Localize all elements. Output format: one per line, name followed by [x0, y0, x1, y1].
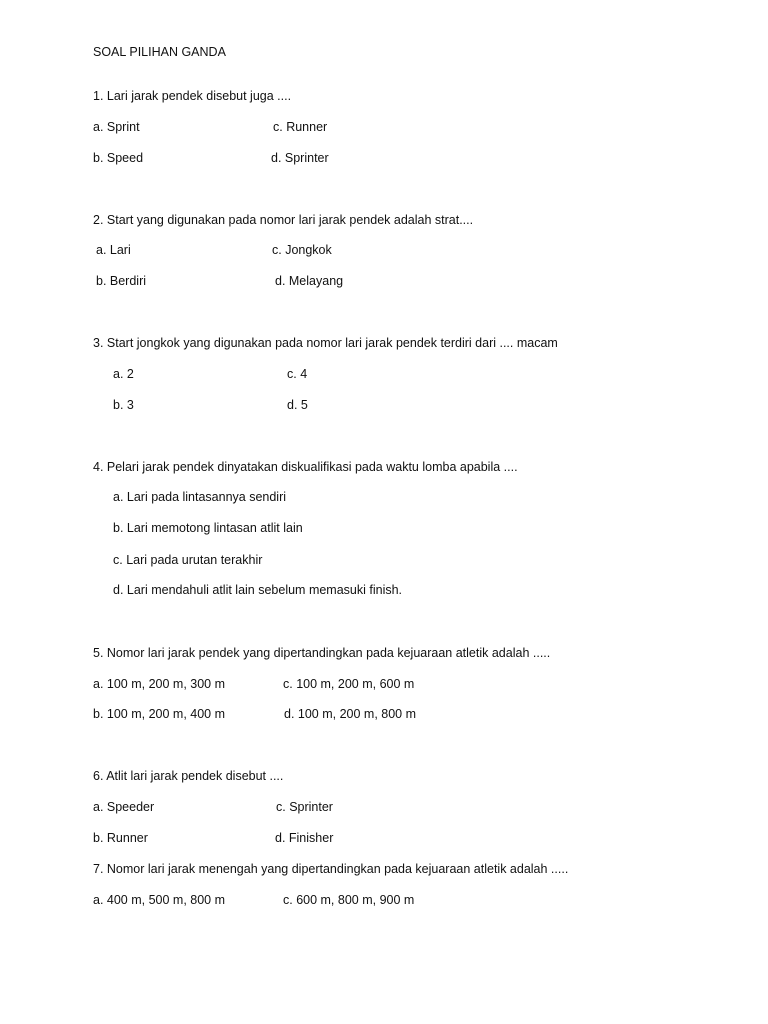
question-1: 1. Lari jarak pendek disebut juga .... — [93, 89, 292, 103]
q4-option-d: d. Lari mendahuli atlit lain sebelum memasuki finish. — [113, 583, 403, 597]
q6-option-b: b. Runner — [93, 831, 148, 845]
q4-option-b: b. Lari memotong lintasan atlit lain — [113, 521, 303, 535]
question-5: 5. Nomor lari jarak pendek yang dipertandingkan pada kejuaraan atletik adalah ..... — [93, 646, 551, 660]
q2-option-d: d. Melayang — [275, 274, 344, 288]
q1-option-b: b. Speed — [93, 151, 144, 165]
q1-option-c: c. Runner — [273, 120, 328, 134]
q3-option-b: b. 3 — [113, 398, 134, 412]
q6-option-c: c. Sprinter — [276, 800, 333, 814]
q6-option-a: a. Speeder — [93, 800, 155, 814]
question-2: 2. Start yang digunakan pada nomor lari jarak pendek adalah strat.... — [93, 213, 474, 227]
q7-option-a: a. 400 m, 500 m, 800 m — [93, 893, 226, 907]
question-6: 6. Atlit lari jarak pendek disebut .... — [93, 769, 284, 783]
question-4: 4. Pelari jarak pendek dinyatakan diskualifikasi pada waktu lomba apabila .... — [93, 460, 518, 474]
q4-option-a: a. Lari pada lintasannya sendiri — [113, 490, 287, 504]
question-7: 7. Nomor lari jarak menengah yang dipertandingkan pada kejuaraan atletik adalah ..... — [93, 862, 569, 876]
q5-option-d: d. 100 m, 200 m, 800 m — [284, 707, 417, 721]
q5-option-b: b. 100 m, 200 m, 400 m — [93, 707, 226, 721]
q6-option-d: d. Finisher — [275, 831, 334, 845]
q5-option-a: a. 100 m, 200 m, 300 m — [93, 677, 226, 691]
q3-option-a: a. 2 — [113, 367, 134, 381]
page-title: SOAL PILIHAN GANDA — [93, 45, 226, 59]
question-3: 3. Start jongkok yang digunakan pada nomor lari jarak pendek terdiri dari .... macam — [93, 336, 558, 350]
q4-option-c: c. Lari pada urutan terakhir — [113, 553, 263, 567]
q3-option-c: c. 4 — [287, 367, 308, 381]
q2-option-c: c. Jongkok — [272, 243, 332, 257]
q5-option-c: c. 100 m, 200 m, 600 m — [283, 677, 415, 691]
q1-option-a: a. Sprint — [93, 120, 140, 134]
q1-option-d: d. Sprinter — [271, 151, 329, 165]
q7-option-c: c. 600 m, 800 m, 900 m — [283, 893, 415, 907]
q3-option-d: d. 5 — [287, 398, 308, 412]
q2-option-b: b. Berdiri — [96, 274, 147, 288]
q2-option-a: a. Lari — [96, 243, 131, 257]
